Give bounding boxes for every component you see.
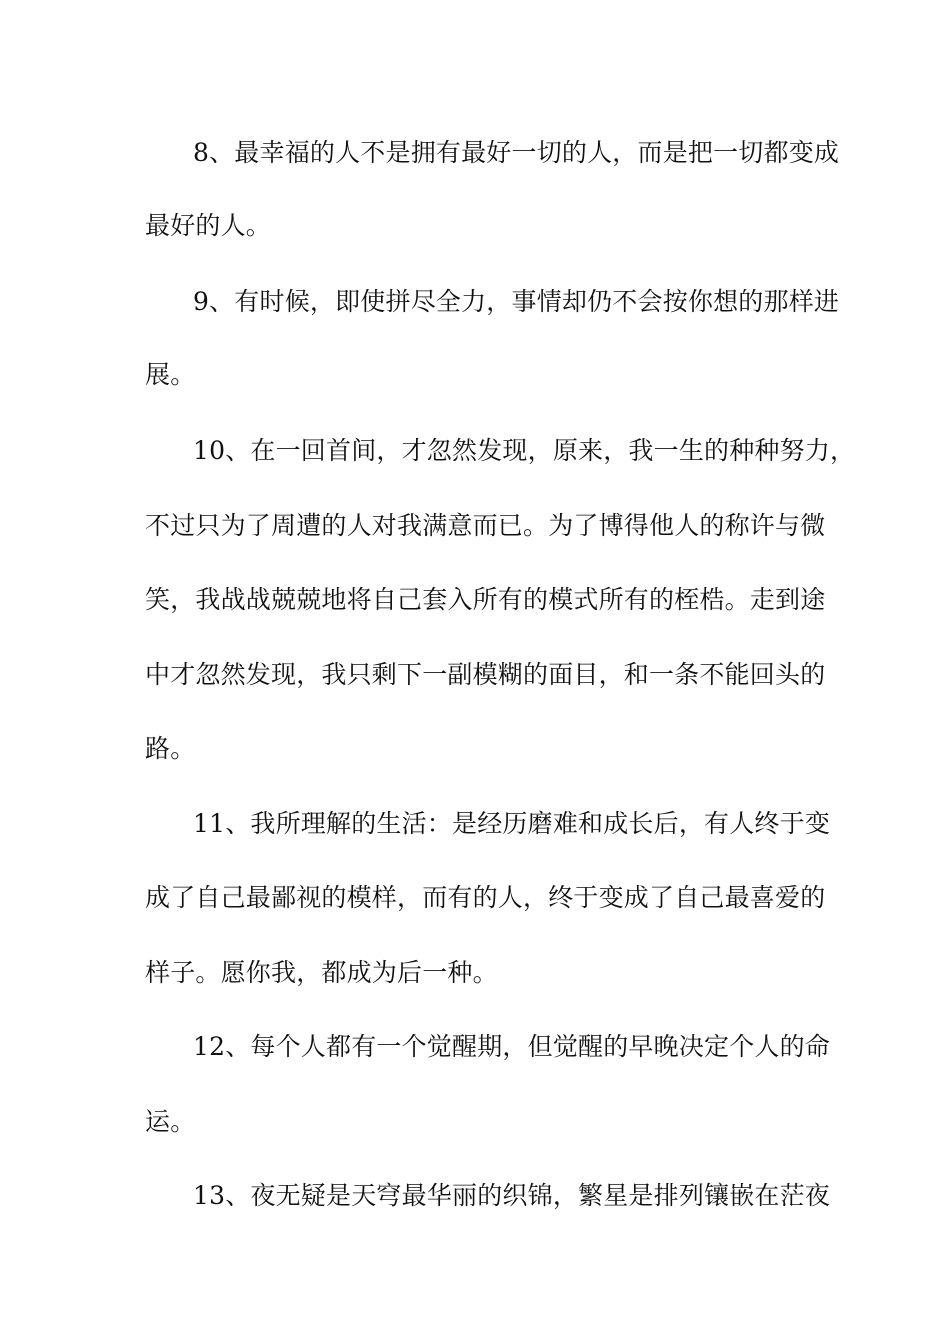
paragraph-8-line-1: 8、最幸福的人不是拥有最好一切的人，而是把一切都变成: [193, 138, 840, 167]
paragraph-11-line-1: 11、我所理解的生活：是经历磨难和成长后，有人终于变: [193, 809, 831, 838]
paragraph-11-line-3: 样子。愿你我，都成为后一种。: [145, 958, 498, 987]
paragraph-9-line-1: 9、有时候，即使拼尽全力，事情却仍不会按你想的那样进: [193, 287, 840, 316]
paragraph-11-line-2: 成了自己最鄙视的模样，而有的人，终于变成了自己最喜爱的: [145, 883, 826, 912]
paragraph-8-line-2: 最好的人。: [145, 211, 272, 240]
paragraph-12-line-1: 12、每个人都有一个觉醒期，但觉醒的早晚决定个人的命: [193, 1032, 831, 1061]
paragraph-10-line-5: 路。: [145, 734, 196, 763]
paragraph-10-line-3: 笑，我战战兢兢地将自己套入所有的模式所有的桎梏。走到途: [145, 585, 826, 614]
paragraph-13-line-1: 13、夜无疑是天穹最华丽的织锦，繁星是排列镶嵌在茫夜: [193, 1181, 831, 1210]
paragraph-10-line-2: 不过只为了周遭的人对我满意而已。为了博得他人的称许与微: [145, 511, 826, 540]
paragraph-9-line-2: 展。: [145, 360, 196, 389]
paragraph-10-line-1: 10、在一回首间，才忽然发现，原来，我一生的种种努力，: [193, 436, 856, 465]
paragraph-12-line-2: 运。: [145, 1107, 196, 1136]
paragraph-10-line-4: 中才忽然发现，我只剩下一副模糊的面目，和一条不能回头的: [145, 660, 826, 689]
